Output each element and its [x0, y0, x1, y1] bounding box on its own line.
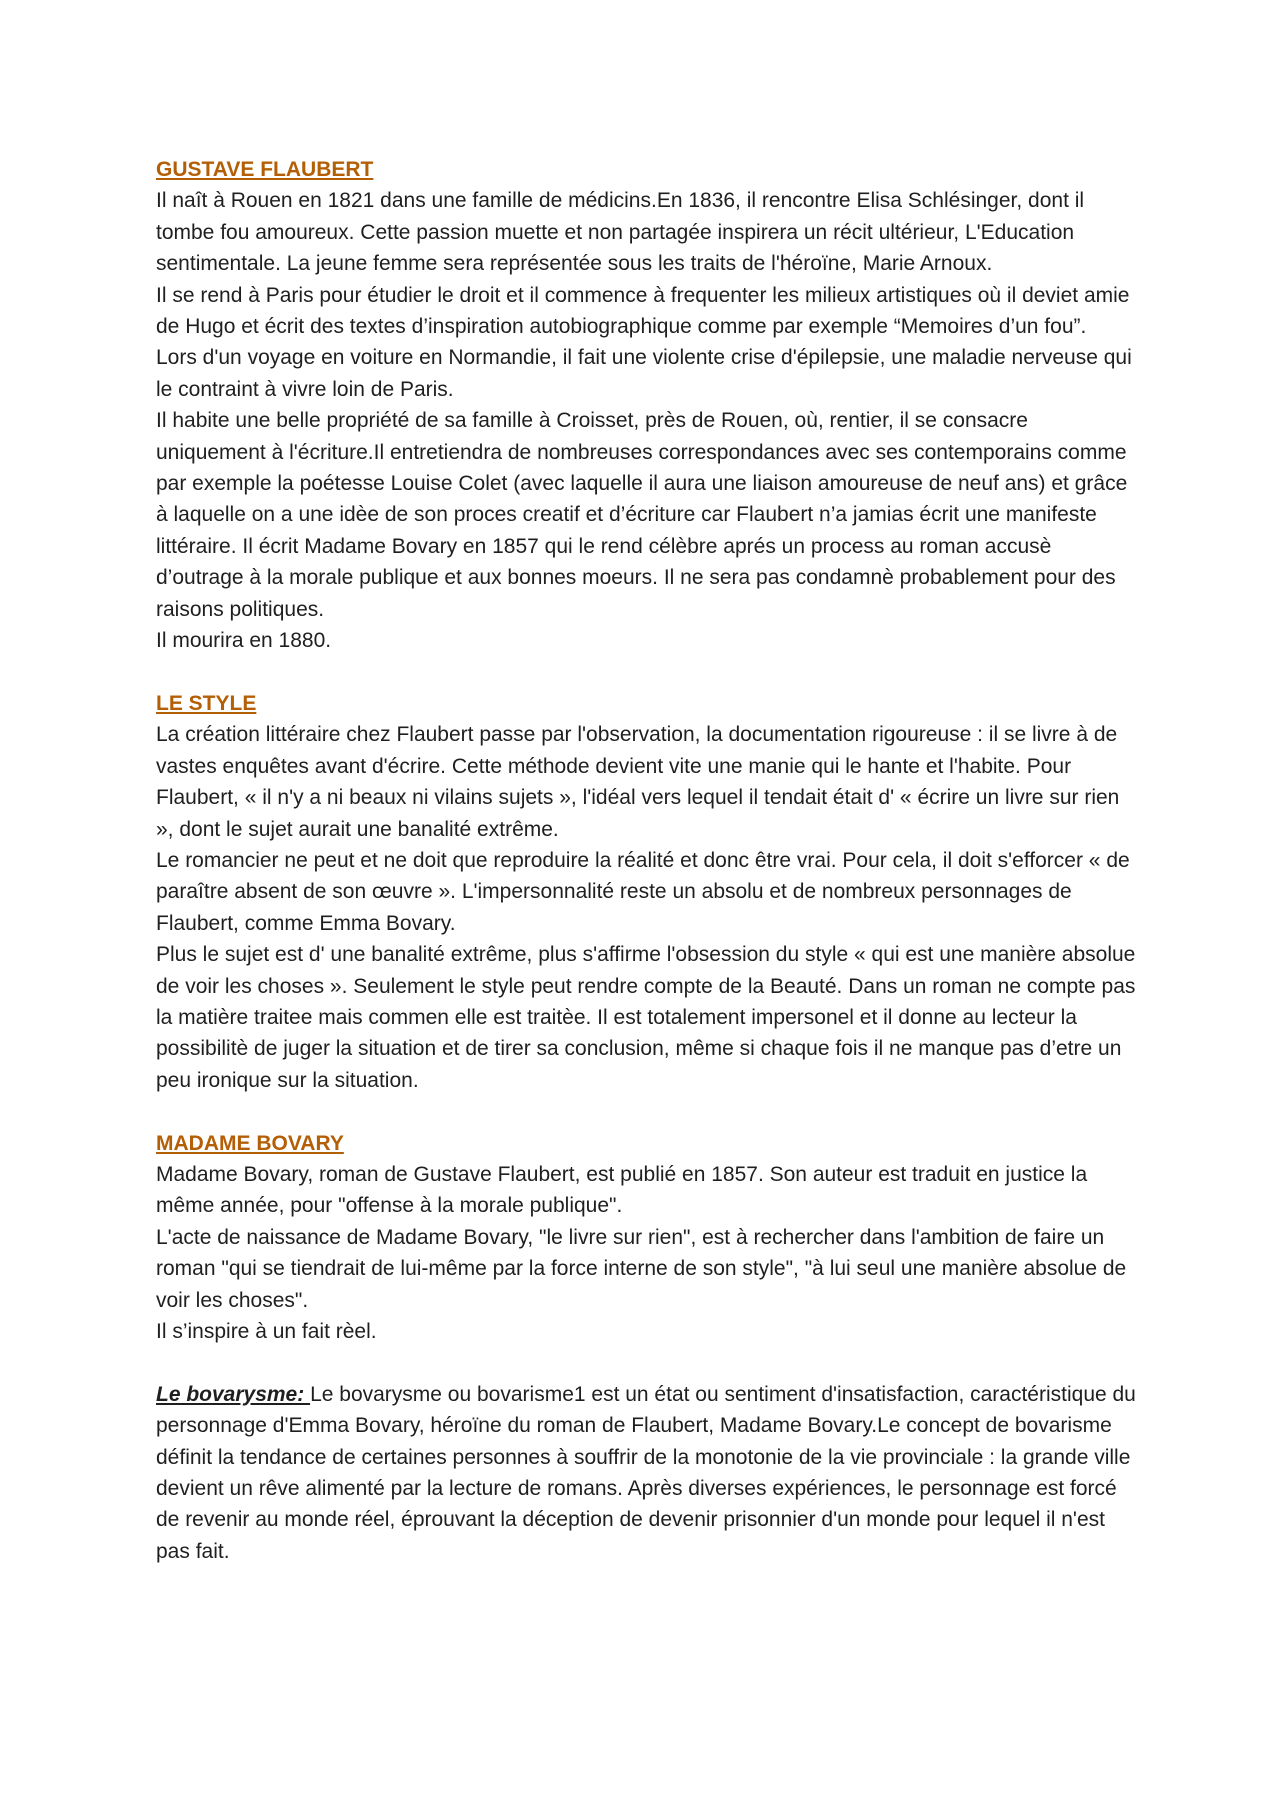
paragraph: Il mourira en 1880.: [156, 629, 332, 653]
section-gustave-flaubert: [156, 154, 1136, 657]
paragraph: Il s’inspire à un fait rèel.: [156, 1320, 377, 1343]
paragraph: La création littéraire chez Flaubert passe par l'observation, la documentation rigoureuse : il se livre à de vastes enquêtes avant d'écrire. Cette méthode devient vite une manie qui le hante et l'habite. Pour Flaubert, « il n'y a ni beaux ni vilains sujets », l'idéal vers lequel il tendait était d' « écrire un livre sur rien », dont le sujet aurait une banalité extrême.: [156, 723, 1120, 841]
paragraph: Le romancier ne peut et ne doit que reproduire la réalité et donc être vrai. Pour cela, il doit s'efforcer « de paraître absent de son œuvre ». L'impersonnalité reste un absolu et de nombreux personnages de Flaubert, comme Emma Bovary.: [156, 848, 1130, 935]
paragraph: Il habite une belle propriété de sa famille à Croisset, près de Rouen, où, rentier, il se consacre uniquement à l'écriture.Il entretiendra de nombreuses correspondances avec ses contemporains comme par exemple la poétesse Louise Colet (avec laquelle il aura une liaison amoureuse de neuf ans) et grâce à laquelle on a une idèe de son proces creatif et d’écriture car Flaubert n’a jamias écrit une manifeste littéraire. Il écrit Madame Bovary en 1857 qui le rend célèbre aprés un process au roman accusè d’outrage à la morale publique et aux bonnes moeurs. Il ne sera pas condamnè probablement pour des raisons politiques.: [156, 409, 1128, 621]
paragraph: L'acte de naissance de Madame Bovary, "le livre sur rien", est à rechercher dans l'ambition de faire un roman "qui se tiendrait de lui-même par la force interne de son style", "à lui seul une manière absolue de voir les choses".: [156, 1225, 1127, 1312]
bovarysme-term: Le bovarysme:: [156, 1382, 311, 1406]
paragraph: Plus le sujet est d' une banalité extrême, plus s'affirme l'obsession du style « qui est une manière absolue de voir les choses ». Seulement le style peut rendre compte de la Beauté. Dans un roman ne compte pas la matière traitee mais commen elle est traitèe. Il est totalement impersonel et il donne au lecteur la possibilitè de juger la situation et de tirer sa conclusion, même si chaque fois il ne manque pas d’etre un peu ironique sur la situation.: [156, 943, 1136, 1092]
paragraph: Lors d'un voyage en voiture en Normandie, il fait une violente crise d'épilepsie, une maladie nerveuse qui le contraint à vivre loin de Paris.: [156, 346, 1132, 401]
bovarysme-paragraph: [156, 1379, 1136, 1567]
blank-line: [156, 657, 1136, 688]
blank-line: [156, 1347, 1136, 1378]
section-heading: GUSTAVE FLAUBERT: [156, 158, 374, 181]
section-madame-bovary: [156, 1128, 1136, 1348]
bovarysme-text: Le bovarysme ou bovarisme1 est un état ou sentiment d'insatisfaction, caractéristique du personnage d'Emma Bovary, héroïne du roman de Flaubert, Madame Bovary.Le concept de bovarisme définit la tendance de certaines personnes à souffrir de la monotonie de la vie provinciale : la grande ville devient un rêve alimenté par la lecture de romans. Après diverses expériences, le personnage est forcé de revenir au monde réel, éprouvant la déception de devenir prisonnier d'un monde pour lequel il n'est pas fait.: [156, 1382, 1136, 1563]
section-heading: LE STYLE: [156, 691, 257, 715]
section-heading: MADAME BOVARY: [156, 1131, 344, 1155]
paragraph: Madame Bovary, roman de Gustave Flaubert, est publié en 1857. Son auteur est traduit en justice la même année, pour "offense à la morale publique".: [156, 1162, 1088, 1218]
section-le-style: [156, 688, 1136, 1096]
paragraph: Il se rend à Paris pour étudier le droit et il commence à frequenter les milieux artistiques où il deviet amie de Hugo et écrit des textes d’inspiration autobiographique comme par exemple “Memoires d’un fou”.: [156, 283, 1130, 339]
blank-line: [156, 1096, 1136, 1127]
paragraph: Il naît à Rouen en 1821 dans une famille de médicins.En 1836, il rencontre Elisa Schlésinger, dont il tombe fou amoureux. Cette passion muette et non partagée inspirera un récit ultérieur, L'Education sentimentale. La jeune femme sera représentée sous les traits de l'héroïne, Marie Arnoux.: [156, 189, 1085, 276]
document-content: [156, 154, 1136, 1567]
